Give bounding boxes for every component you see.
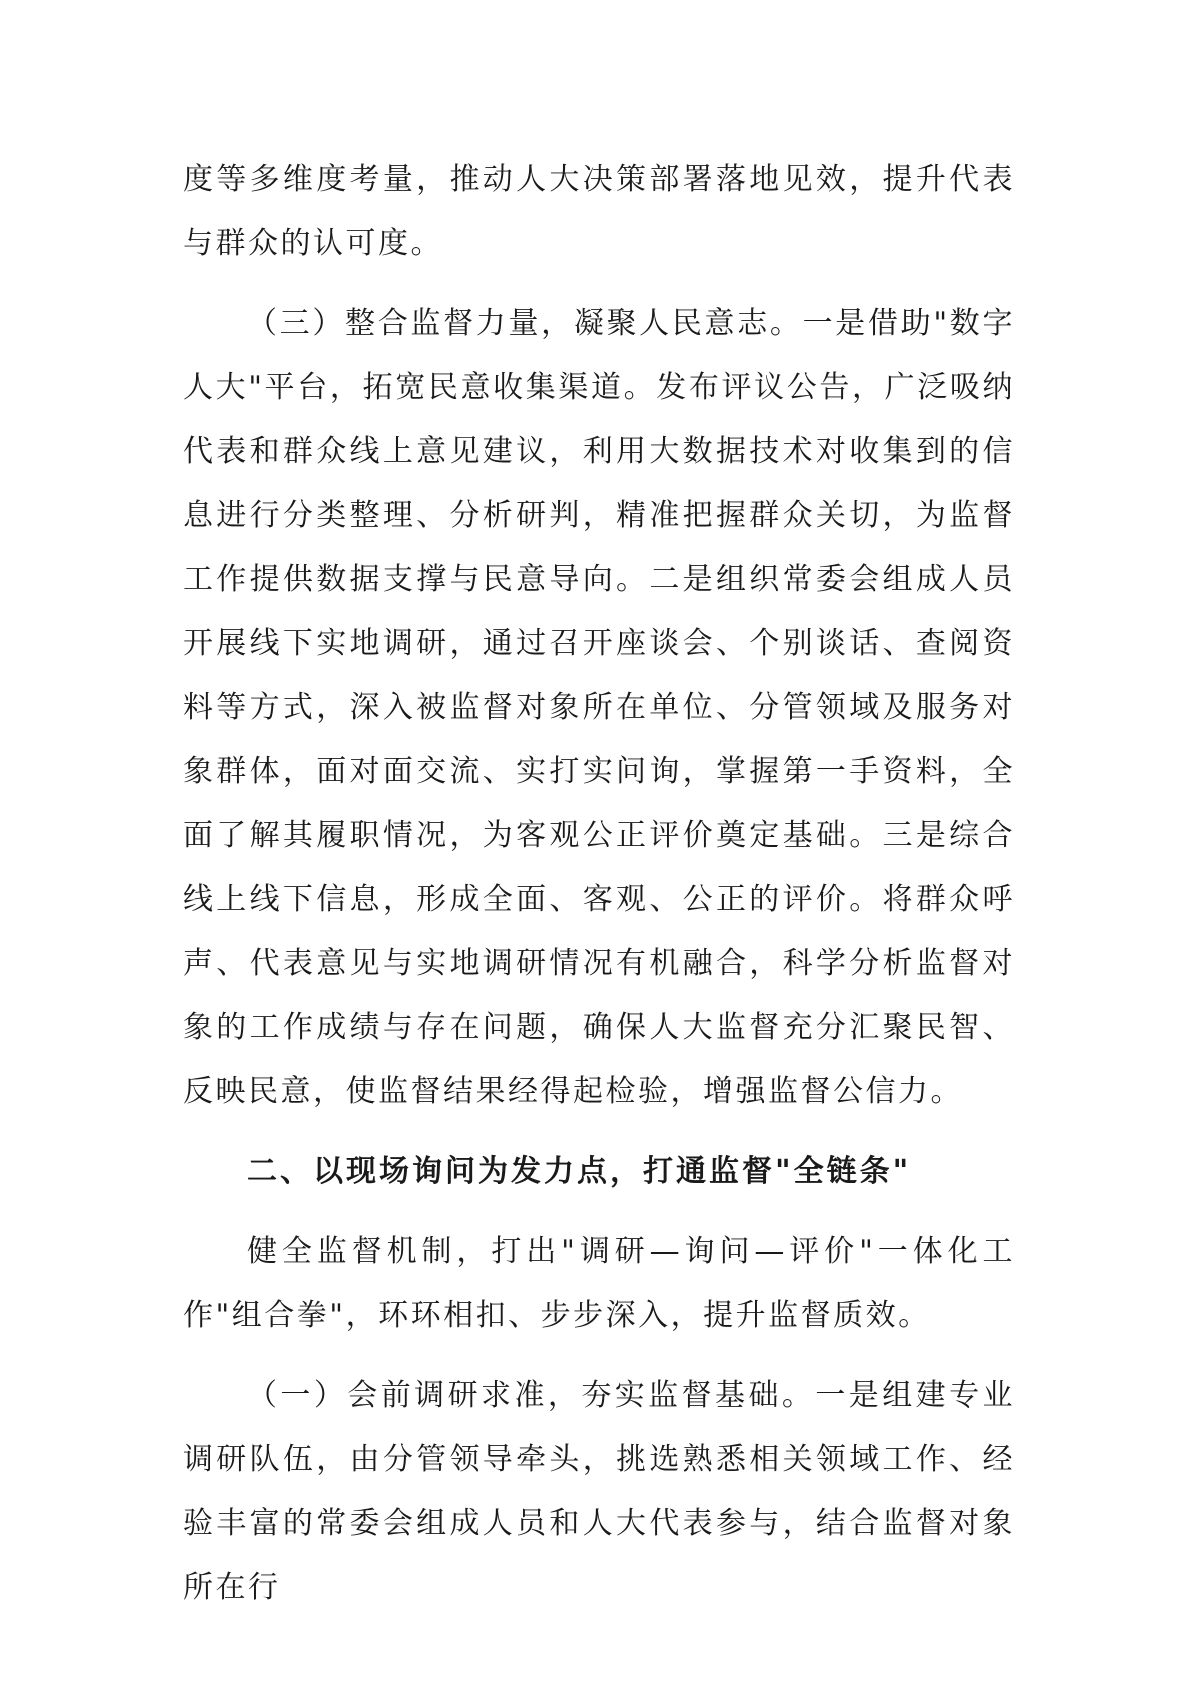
paragraph-section-two-intro: 健全监督机制，打出"调研—询问—评价"一体化工作"组合拳"，环环相扣、步步深入，提升监督质效。: [183, 1234, 1015, 1333]
document-body: [183, 148, 1015, 1620]
section-heading-two: 二、以现场询问为发力点，打通监督"全链条": [247, 1154, 912, 1189]
paragraph-section-three: （三）整合监督力量，凝聚人民意志。一是借助"数字人大"平台，拓宽民意收集渠道。发布评议公告，广泛吸纳代表和群众线上意见建议，利用大数据技术对收集到的信息进行分类整理、分析研判，精准把握群众关切，为监督工作提供数据支撑与民意导向。二是组织常委会组成人员开展线下实地调研，通过召开座谈会、个别谈话、查阅资料等方式，深入被监督对象所在单位、分管领域及服务对象群体，面对面交流、实打实问询，掌握第一手资料，全面了解其履职情况，为客观公正评价奠定基础。三是综合线上线下信息，形成全面、客观、公正的评价。将群众呼声、代表意见与实地调研情况有机融合，科学分析监督对象的工作成绩与存在问题，确保人大监督充分汇聚民智、反映民意，使监督结果经得起检验，增强监督公信力。: [183, 306, 1015, 1109]
paragraph-subsection-one: （一）会前调研求准，夯实监督基础。一是组建专业调研队伍，由分管领导牵头，挑选熟悉相关领域工作、经验丰富的常委会组成人员和人大代表参与，结合监督对象所在行: [183, 1378, 1015, 1605]
paragraph-continuation: 度等多维度考量，推动人大决策部署落地见效，提升代表与群众的认可度。: [183, 162, 1015, 261]
